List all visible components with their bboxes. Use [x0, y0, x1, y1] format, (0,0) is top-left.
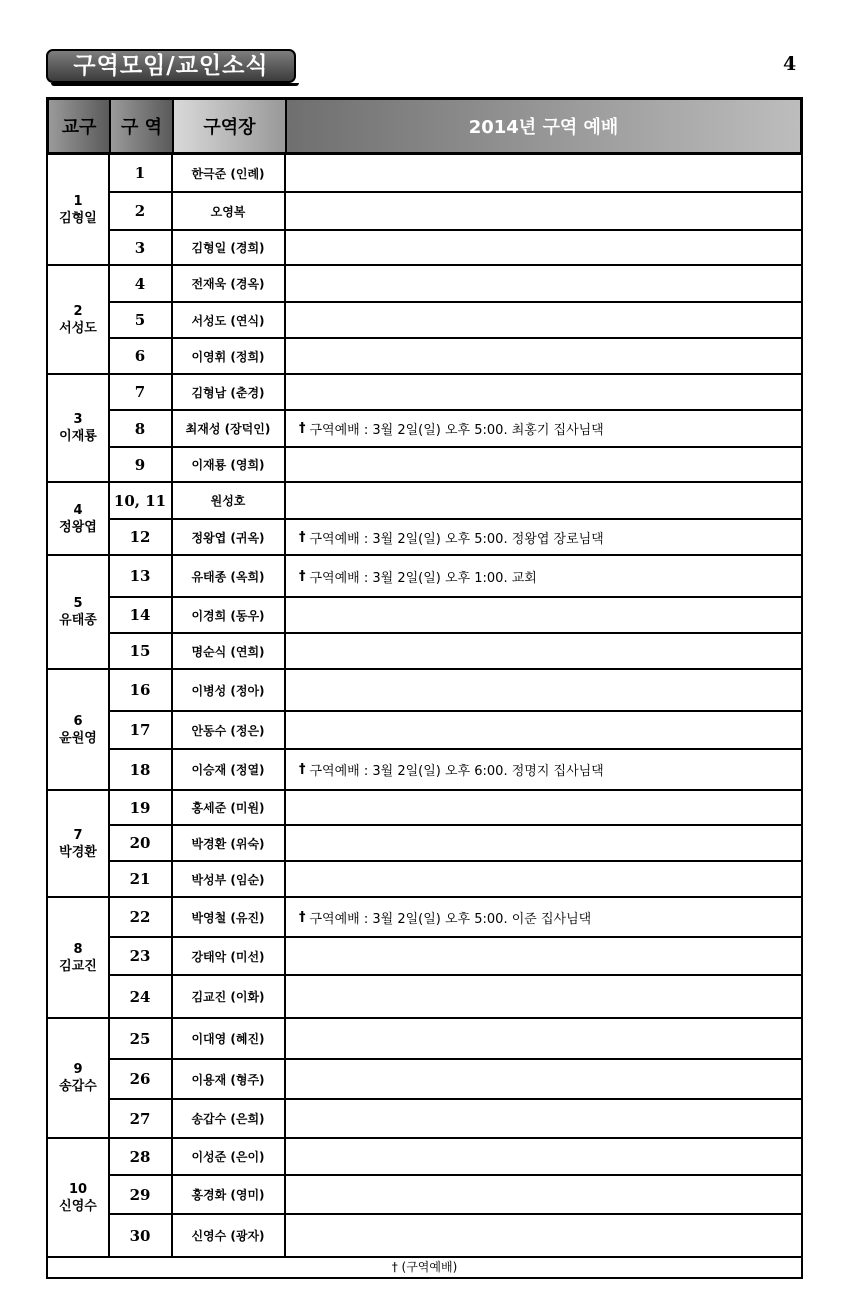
- cell-number: 2: [109, 193, 173, 231]
- cell-number: 14: [109, 598, 173, 634]
- cell-worship-note: [285, 1019, 803, 1060]
- cell-leader: 이대영 (혜진): [172, 1019, 286, 1060]
- cross-icon: †: [299, 909, 306, 925]
- cell-leader: 최재성 (장덕인): [172, 411, 286, 448]
- cell-worship-note: [285, 938, 803, 976]
- cell-worship-note: [285, 1215, 803, 1258]
- district-cell: [46, 375, 110, 483]
- cell-worship-note: [285, 266, 803, 303]
- district-cell: [46, 898, 110, 1019]
- district-cell: [46, 155, 110, 266]
- district-cell: [46, 1019, 110, 1139]
- cell-number: 8: [109, 411, 173, 448]
- header-cell: 구 역: [109, 97, 172, 155]
- cell-number: 1: [109, 155, 173, 193]
- cell-number: 13: [109, 556, 173, 598]
- cell-leader: 이영휘 (정희): [172, 339, 286, 375]
- cell-worship-note: [285, 826, 803, 862]
- district-number: 10: [68, 1181, 88, 1197]
- district-leader-name: 박경환: [59, 844, 97, 860]
- cell-number: 17: [109, 712, 173, 750]
- cell-worship-note: [285, 375, 803, 411]
- cell-number: 30: [109, 1215, 173, 1258]
- district-leader-name: 서성도: [59, 320, 97, 336]
- cell-worship-note: [285, 1139, 803, 1176]
- cell-worship-note: [285, 520, 803, 556]
- cell-worship-note: [285, 231, 803, 266]
- cell-leader: 이병성 (정아): [172, 670, 286, 712]
- cell-leader: 박경환 (위숙): [172, 826, 286, 862]
- cell-number: 24: [109, 976, 173, 1019]
- cell-leader: 유태종 (옥희): [172, 556, 286, 598]
- cell-worship-note: [285, 791, 803, 826]
- district-cell: [46, 556, 110, 670]
- district-cell: [46, 266, 110, 375]
- cell-leader: 이재룡 (영희): [172, 448, 286, 483]
- cell-worship-note: [285, 634, 803, 670]
- district-number: 5: [73, 596, 83, 611]
- cell-worship-note: [285, 1176, 803, 1215]
- district-leader-name: 윤원영: [59, 730, 97, 746]
- district-leader-name: 송갑수: [59, 1079, 97, 1094]
- cell-leader: 한극준 (인례): [172, 155, 286, 193]
- cell-leader: 전재욱 (경옥): [172, 266, 286, 303]
- district-number: 1: [73, 193, 83, 209]
- district-number: 6: [73, 713, 83, 729]
- district-number: 2: [73, 303, 83, 319]
- header-leader: 구역장: [172, 97, 285, 155]
- cell-worship-note: [285, 670, 803, 712]
- cell-worship-note: [285, 339, 803, 375]
- cell-worship-note: [285, 598, 803, 634]
- district-leader-name: 김형일: [59, 210, 97, 226]
- cell-number: 18: [109, 750, 173, 791]
- cross-icon: †: [299, 529, 306, 545]
- cell-worship-note: [285, 411, 803, 448]
- cell-number: 29: [109, 1176, 173, 1215]
- section-title: 구역모임/교인소식: [46, 49, 296, 83]
- cell-number: 9: [109, 448, 173, 483]
- cell-number: 25: [109, 1019, 173, 1060]
- cell-leader: 홍경화 (영미): [172, 1176, 286, 1215]
- district-leader-name: 정왕엽: [59, 519, 97, 535]
- cell-leader: 박영철 (유진): [172, 898, 286, 938]
- header-worship: 2014년 구역 예배: [285, 97, 803, 155]
- cell-worship-note: [285, 712, 803, 750]
- cell-number: 6: [109, 339, 173, 375]
- cell-worship-note: [285, 155, 803, 193]
- footer-note: † (구역예배): [46, 1258, 803, 1279]
- cell-number: 3: [109, 231, 173, 266]
- district-leader-name: 신영수: [59, 1198, 97, 1214]
- cell-worship-note: [285, 193, 803, 231]
- worship-note-text: 구역예배 : 3월 2일(일) 오후 5:00. 정왕엽 장로님댁: [309, 531, 604, 547]
- district-leader-name: 김교진: [59, 958, 97, 974]
- cell-leader: 송갑수 (은희): [172, 1100, 286, 1139]
- cell-leader: 강태악 (미선): [172, 938, 286, 976]
- worship-note-text: 구역예배 : 3월 2일(일) 오후 5:00. 이준 집사님댁: [309, 911, 592, 927]
- worship-note-text: 구역예배 : 3월 2일(일) 오후 1:00. 교회: [309, 570, 537, 586]
- cell-number: 26: [109, 1060, 173, 1100]
- district-number: 9: [73, 1062, 83, 1077]
- cell-number: 16: [109, 670, 173, 712]
- cell-worship-note: [285, 898, 803, 938]
- cell-leader: 이경희 (동우): [172, 598, 286, 634]
- cell-worship-note: [285, 448, 803, 483]
- cell-leader: 김형일 (경희): [172, 231, 286, 266]
- cell-leader: 이용재 (형주): [172, 1060, 286, 1100]
- district-number: 8: [73, 941, 83, 957]
- cell-leader: 명순식 (연희): [172, 634, 286, 670]
- cell-worship-note: [285, 750, 803, 791]
- district-number: 3: [73, 412, 83, 427]
- cell-number: 7: [109, 375, 173, 411]
- cell-worship-note: [285, 976, 803, 1019]
- cell-leader: 이승재 (정열): [172, 750, 286, 791]
- cell-worship-note: [285, 483, 803, 520]
- cell-number: 20: [109, 826, 173, 862]
- page-number: 4: [783, 53, 797, 75]
- worship-note-text: 구역예배 : 3월 2일(일) 오후 6:00. 정명지 집사님댁: [309, 764, 604, 779]
- district-cell: [46, 483, 110, 556]
- cell-number: 5: [109, 303, 173, 339]
- cell-number: 28: [109, 1139, 173, 1176]
- cell-leader: 서성도 (연식): [172, 303, 286, 339]
- cross-icon: †: [299, 568, 306, 584]
- cell-leader: 정왕엽 (귀옥): [172, 520, 286, 556]
- cell-number: 27: [109, 1100, 173, 1139]
- cross-icon: †: [299, 421, 306, 436]
- cell-number: 12: [109, 520, 173, 556]
- district-number: 7: [73, 827, 83, 843]
- cross-icon: †: [299, 762, 306, 777]
- cell-leader: 오영복: [172, 193, 286, 231]
- cell-number: 4: [109, 266, 173, 303]
- district-cell: [46, 791, 110, 898]
- district-leader-name: 이재룡: [59, 429, 97, 444]
- district-cell: [46, 1139, 110, 1258]
- cell-number: 23: [109, 938, 173, 976]
- cell-worship-note: [285, 556, 803, 598]
- cell-leader: 김교진 (이화): [172, 976, 286, 1019]
- cell-leader: 박성부 (임순): [172, 862, 286, 898]
- cell-leader: 신영수 (광자): [172, 1215, 286, 1258]
- worship-note-text: 구역예배 : 3월 2일(일) 오후 5:00. 최홍기 집사님댁: [309, 423, 604, 438]
- district-cell: [46, 670, 110, 791]
- header-district: 교구: [46, 97, 109, 155]
- district-number: 4: [73, 502, 83, 518]
- cell-worship-note: [285, 1100, 803, 1139]
- district-leader-name: 유태종: [59, 613, 97, 628]
- cell-worship-note: [285, 303, 803, 339]
- cell-number: 10, 11: [109, 483, 173, 520]
- cell-number: 15: [109, 634, 173, 670]
- cell-worship-note: [285, 1060, 803, 1100]
- cell-leader: 홍세준 (미원): [172, 791, 286, 826]
- cell-leader: 안동수 (정은): [172, 712, 286, 750]
- cell-number: 21: [109, 862, 173, 898]
- cell-number: 19: [109, 791, 173, 826]
- cell-leader: 이성준 (은이): [172, 1139, 286, 1176]
- cell-worship-note: [285, 862, 803, 898]
- cell-number: 22: [109, 898, 173, 938]
- cell-leader: 김형남 (춘경): [172, 375, 286, 411]
- cell-leader: 원성호: [172, 483, 286, 520]
